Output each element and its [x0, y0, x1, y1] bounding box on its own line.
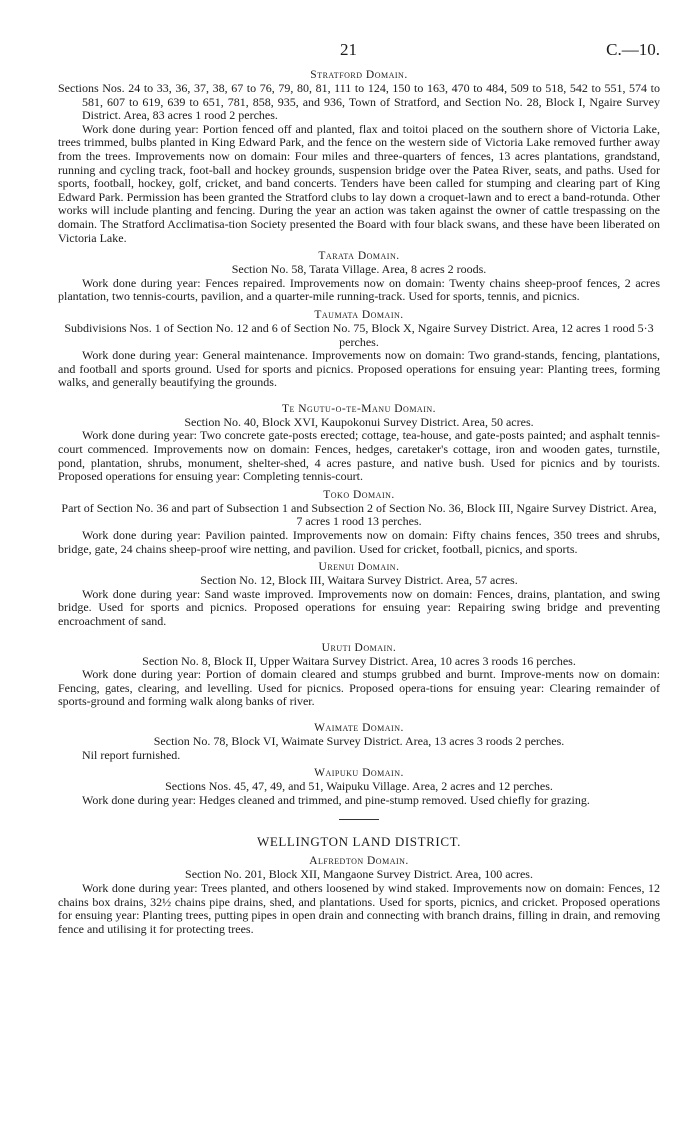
section-desc-urenui: Section No. 12, Block III, Waitara Survey District. Area, 57 acres.	[200, 573, 518, 588]
section-title-taumata: Taumata Domain.	[314, 308, 404, 321]
section-body-stratford: Work done during year: Portion fenced off and planted, flax and toitoi placed on the southern shore of Victoria Lake, trees trimmed, bulbs planted in King Edward Park, and the fence on the western side of Victoria Lake removed further away from the trees. Improvements now on domain: Four miles and three-quarters of fences, 13 acres plantations, grandstand, running and cycling track, foot-ball and hockey grounds, suspension bridge over the Patea River, seats, and paths. Used for sports, football, hockey, golf, cricket, and band concerts. Tenders have been called for stumping and clearing part of King Edward Park. Permission has been granted the Stratford clubs to lay down a croquet-lawn and to erect a band-rotunda. Other works will include planting and fencing. During the year an action was taken against the owner of cattle trespassing on the domain. The Stratford Acclimatisa-tion Society presented the Board with four black swans, and these have been liberated on Victoria Lake.	[58, 121, 660, 245]
section-body-tarata: Work done during year: Fences repaired. Improvements now on domain: Twenty chains sheep-proof fences, 2 acres plantation, two tennis-courts, pavilion, and a quarter-mile running-track. Used for sports, tennis, and picnics.	[58, 275, 660, 304]
page-header	[58, 38, 660, 62]
section-title-waipuku: Waipuku Domain.	[314, 767, 404, 780]
section-title-alfredton: Alfredton Domain.	[309, 855, 409, 868]
district-heading: WELLINGTON LAND DISTRICT.	[256, 834, 462, 850]
section-desc-tarata: Section No. 58, Tarata Village. Area, 8 acres 2 roods.	[231, 262, 487, 277]
section-title-urenui: Urenui Domain.	[318, 561, 400, 574]
section-title-stratford: Stratford Domain.	[310, 69, 408, 81]
section-desc-uruti: Section No. 8, Block II, Upper Waitara Survey District. Area, 10 acres 3 roods 16 perches.	[142, 653, 576, 668]
section-title-uruti: Uruti Domain.	[321, 641, 397, 654]
section-body-uruti: Work done during year: Portion of domain cleared and stumps grubbed and burnt. Improve-ments now on domain: Fencing, gates, clearing, and levelling. Used for picnics. Proposed opera-tions for ensuing year: Clearing remainder of sports-ground and forming walk along banks of river.	[58, 667, 660, 709]
page-number: 21	[340, 40, 357, 59]
section-title-te-ngutu-o-te-manu: Te Ngutu-o-te-Manu Domain.	[281, 402, 437, 415]
section-body-waimate: Nil report furnished.	[82, 747, 181, 762]
section-divider	[339, 819, 379, 820]
section-desc-taumata: Subdivisions Nos. 1 of Section No. 12 and 6 of Section No. 75, Block X, Ngaire Survey District. Area, 12 acres 1 rood 5·3 perches.	[64, 320, 654, 349]
section-body-alfredton: Work done during year: Trees planted, and others loosened by wind staked. Improvements now on domain: Fences, 12 chains box drains, 32½ chains pipe drains, shed, and plantations. Used for sports, picnics, and cricket. Proposed operations for ensuing year: Planting trees, putting pipes in open drain and connecting with branch drains, filling in drain, and removing fence and utilising it for protecting trees.	[58, 880, 660, 936]
section-title-tarata: Tarata Domain.	[318, 250, 400, 263]
section-desc-toko: Part of Section No. 36 and part of Subsection 1 and Subsection 2 of Section No. 36, Block III, Ngaire Survey District. Area, 7 acres 1 rood 13 perches.	[61, 500, 657, 529]
section-desc-stratford: Sections Nos. 24 to 33, 36, 37, 38, 67 to 76, 79, 80, 81, 111 to 124, 150 to 163, 470 to 484, 509 to 518, 542 to 551, 574 to 581, 607 to 619, 639 to 651, 781, 858, 935, and 936, Town of Stratford, and Section No. 28, Block I, Ngaire Survey District. Area, 83 acres 1 rood 2 perches.	[58, 81, 660, 123]
section-body-waipuku: Work done during year: Hedges cleaned and trimmed, and pine-stump removed. Used chiefly for grazing.	[82, 792, 590, 807]
section-body-te-ngutu-o-te-manu: Work done during year: Two concrete gate-posts erected; cottage, tea-house, and gate-posts painted; and asphalt tennis-court commenced. Improvements now on domain: Fences, hedges, caretaker's cottage, iron and wooden gates, turnstile, pond, plantation, shrubs, monument, shelter-shed, 4 acres pasture, and native bush. Used for picnics and by tourists. Proposed operations for ensuing year: Completing tennis-court.	[58, 428, 660, 484]
section-desc-alfredton: Section No. 201, Block XII, Mangaone Survey District. Area, 100 acres.	[185, 867, 533, 882]
section-body-urenui: Work done during year: Sand waste improved. Improvements now on domain: Fences, drains, plantation, and swing bridge. Used for sports and picnics. Proposed operations for ensuing year: Repairing swing bridge and preventing encroachment of sand.	[58, 586, 660, 628]
section-body-taumata: Work done during year: General maintenance. Improvements now on domain: Two grand-stands, fencing, plantations, and football and sports ground. Used for sports and picnics. Proposed operations for ensuing year: Planting trees, forming walks, and generally beautifying the grounds.	[58, 348, 660, 390]
section-body-toko: Work done during year: Pavilion painted. Improvements now on domain: Fifty chains fences, 350 trees and shrubs, bridge, gate, 24 chains sheep-proof wire netting, and pavilion. Used for cricket, football, picnics, and sports.	[58, 528, 660, 556]
section-desc-waimate: Section No. 78, Block VI, Waimate Survey District. Area, 13 acres 3 roods 2 perches.	[153, 733, 565, 748]
section-title-toko: Toko Domain.	[323, 488, 395, 501]
section-desc-te-ngutu-o-te-manu: Section No. 40, Block XVI, Kaupokonui Survey District. Area, 50 acres.	[184, 414, 534, 429]
section-desc-waipuku: Sections Nos. 45, 47, 49, and 51, Waipuku Village. Area, 2 acres and 12 perches.	[165, 779, 553, 794]
section-title-waimate: Waimate Domain.	[314, 721, 404, 734]
document-reference: C.—10.	[606, 40, 660, 59]
